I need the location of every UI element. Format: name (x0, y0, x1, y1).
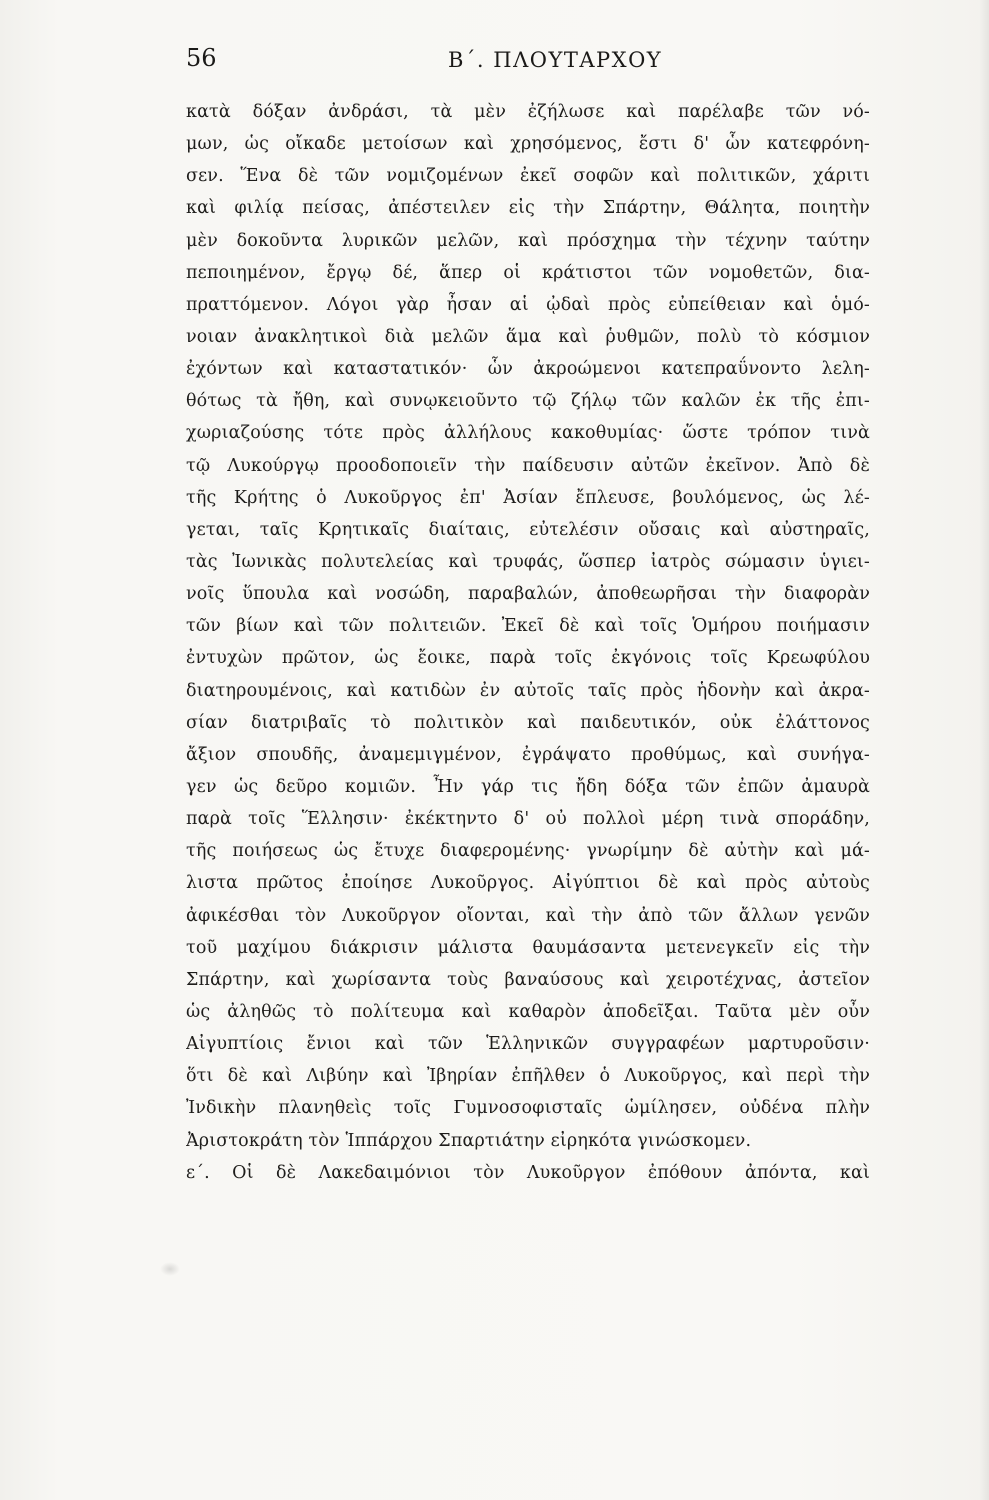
section-start-line: ε΄. Οἱ δὲ Λακεδαιμόνιοι τὸν Λυκοῦργον ἐπόθουν ἀπόντα, καὶ (186, 1162, 870, 1183)
text-line: σεν. Ἕνα δὲ τῶν νομιζομένων ἐκεῖ σοφῶν καὶ πολιτικῶν, χάριτι (186, 166, 870, 187)
text-line: μων, ὡς οἴκαδε μετοίσων καὶ χρησόμενος, ἔστι δ' ὧν κατεφρόνη- (186, 134, 870, 155)
text-line: μὲν δοκοῦντα λυρικῶν μελῶν, καὶ πρόσχημα τὴν τέχνην ταύτην (186, 230, 870, 251)
text-line: τῶν βίων καὶ τῶν πολιτειῶν. Ἐκεῖ δὲ καὶ τοῖς Ὁμήρου ποιήμασιν (186, 616, 870, 637)
text-line: ἄξιον σπουδῆς, ἀναμεμιγμένον, ἐγράψατο προθύμως, καὶ συνήγα- (186, 744, 870, 765)
text-line: διατηρουμένοις, καὶ κατιδὼν ἐν αὐτοῖς ταῖς πρὸς ἡδονὴν καὶ ἀκρα- (186, 680, 870, 701)
text-line: τῷ Λυκούργῳ προοδοποιεῖν τὴν παίδευσιν αὐτῶν ἐκεῖνον. Ἀπὸ δὲ (186, 455, 870, 476)
text-line: Σπάρτην, καὶ χωρίσαντα τοὺς βαναύσους καὶ χειροτέχνας, ἀστεῖον (186, 969, 870, 990)
text-line: ἀφικέσθαι τὸν Λυκοῦργον οἴονται, καὶ τὴν ἀπὸ τῶν ἄλλων γενῶν (186, 905, 870, 926)
text-line: τῆς ποιήσεως ὡς ἔτυχε διαφερομένης· γνωρίμην δὲ αὐτὴν καὶ μά- (186, 841, 870, 862)
text-line: σίαν διατριβαῖς τὸ πολιτικὸν καὶ παιδευτικόν, οὐκ ἐλάττονος (186, 712, 870, 733)
text-line: νοιαν ἀνακλητικοὶ διὰ μελῶν ἅμα καὶ ῥυθμῶν, πολὺ τὸ κόσμιον (186, 326, 870, 347)
text-line: παρὰ τοῖς Ἕλλησιν· ἐκέκτηντο δ' οὐ πολλοὶ μέρη τινὰ σποράδην, (186, 809, 870, 830)
running-head: Β΄. ΠΛΟΥΤΑΡΧΟΥ (448, 48, 663, 72)
margin-smudge (160, 1262, 180, 1276)
text-line: νοῖς ὕπουλα καὶ νοσώδη, παραβαλών, ἀποθεωρῆσαι τὴν διαφορὰν (186, 584, 870, 605)
text-line: θότως τὰ ἤθη, καὶ συνῳκειοῦντο τῷ ζήλῳ τῶν καλῶν ἐκ τῆς ἐπι- (186, 391, 870, 412)
text-line: ὅτι δὲ καὶ Λιβύην καὶ Ἰβηρίαν ἐπῆλθεν ὁ Λυκοῦργος, καὶ περὶ τὴν (186, 1066, 870, 1087)
text-line: Ἀριστοκράτη τὸν Ἱππάρχου Σπαρτιάτην εἰρηκότα γινώσκομεν. (186, 1130, 752, 1151)
text-line: τοῦ μαχίμου διάκρισιν μάλιστα θαυμάσαντα μετενεγκεῖν εἰς τὴν (186, 937, 870, 958)
text-line: κατὰ δόξαν ἀνδράσι, τὰ μὲν ἐζήλωσε καὶ παρέλαβε τῶν νό- (186, 102, 870, 122)
text-line: ὡς ἀληθῶς τὸ πολίτευμα καὶ καθαρὸν ἀποδεῖξαι. Ταῦτα μὲν οὖν (186, 1001, 870, 1022)
text-line: γεν ὡς δεῦρο κομιῶν. Ἦν γάρ τις ἤδη δόξα τῶν ἐπῶν ἀμαυρὰ (186, 776, 870, 797)
text-line: ἐχόντων καὶ καταστατικόν· ὧν ἀκροώμενοι κατεπραΰνοντο λελη- (186, 359, 870, 380)
text-line: πεποιημένον, ἔργῳ δέ, ἅπερ οἱ κράτιστοι τῶν νομοθετῶν, δια- (186, 262, 870, 283)
text-line: λιστα πρῶτος ἐποίησε Λυκοῦργος. Αἰγύπτιοι δὲ καὶ πρὸς αὐτοὺς (186, 873, 870, 894)
text-line: τῆς Κρήτης ὁ Λυκοῦργος ἐπ' Ἀσίαν ἔπλευσε, βουλόμενος, ὡς λέ- (186, 487, 870, 508)
text-line: Αἰγυπτίοις ἔνιοι καὶ τῶν Ἑλληνικῶν συγγραφέων μαρτυροῦσιν· (186, 1034, 870, 1055)
page-header (186, 44, 866, 78)
text-line: ἐντυχὼν πρῶτον, ὡς ἔοικε, παρὰ τοῖς ἐκγόνοις τοῖς Κρεωφύλου (186, 648, 870, 669)
text-line: πραττόμενον. Λόγοι γὰρ ἦσαν αἱ ᾠδαὶ πρὸς εὐπείθειαν καὶ ὁμό- (186, 294, 870, 315)
text-line: Ἰνδικὴν πλανηθεὶς τοῖς Γυμνοσοφισταῖς ὡμίλησεν, οὐδένα πλὴν (186, 1098, 870, 1119)
text-line: χωριαζούσης τότε πρὸς ἀλλήλους κακοθυμίας· ὥστε τρόπον τινὰ (186, 423, 870, 444)
page-edge-shadow (979, 0, 989, 1500)
page-number: 56 (186, 44, 217, 72)
text-line: γεται, ταῖς Κρητικαῖς διαίταις, εὐτελέσιν οὔσαις καὶ αὐστηραῖς, (186, 519, 870, 540)
body-text (186, 96, 870, 1189)
text-line: καὶ φιλίᾳ πείσας, ἀπέστειλεν εἰς τὴν Σπάρτην, Θάλητα, ποιητὴν (186, 198, 870, 219)
text-line: τὰς Ἰωνικὰς πολυτελείας καὶ τρυφάς, ὥσπερ ἰατρὸς σώμασιν ὑγιει- (186, 551, 870, 572)
